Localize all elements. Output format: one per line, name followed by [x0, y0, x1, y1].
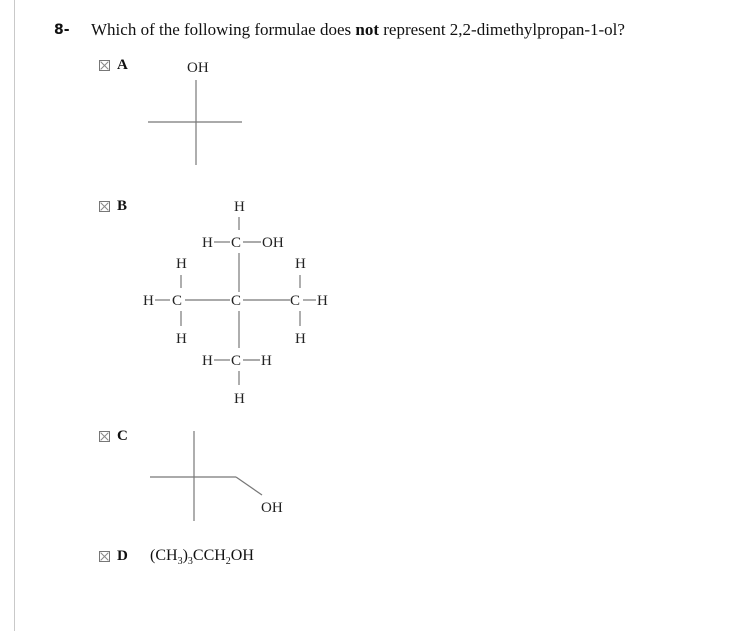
- option-c-ch2-bond: [236, 477, 262, 495]
- question-text: [91, 20, 625, 40]
- formula-part: (CH: [150, 547, 178, 564]
- atom-h: H: [202, 353, 213, 369]
- formula-part: OH: [230, 547, 254, 564]
- formula-subscript: 3: [187, 556, 193, 568]
- formula-subscript: 3: [177, 556, 183, 568]
- option-d-condensed-formula: [150, 547, 254, 567]
- formula-part: ): [182, 547, 188, 564]
- atom-h: H: [202, 235, 213, 251]
- option-b-letter: B: [117, 198, 128, 214]
- option-a-skeletal-structure: [140, 55, 260, 170]
- atom-c: C: [231, 353, 242, 369]
- crossed-checkbox-icon[interactable]: [99, 431, 110, 442]
- option-c-skeletal-structure: [140, 425, 310, 525]
- atom-h: H: [295, 256, 306, 272]
- atom-h: H: [317, 293, 328, 309]
- option-c[interactable]: [99, 428, 128, 445]
- atom-h: H: [176, 331, 187, 347]
- question-text-start: Which of the following formulae does: [91, 20, 356, 39]
- question-number: 8-: [54, 22, 70, 38]
- option-d-letter: D: [117, 548, 128, 564]
- atom-h: H: [143, 293, 154, 309]
- atom-h: H: [234, 391, 245, 407]
- option-a[interactable]: [99, 57, 128, 74]
- formula-part: CCH: [192, 547, 226, 564]
- option-c-letter: C: [117, 428, 128, 444]
- option-d[interactable]: [99, 548, 128, 565]
- question-text-emphasis: not: [355, 20, 379, 39]
- formula-subscript: 2: [225, 556, 231, 568]
- atom-h: H: [234, 199, 245, 215]
- crossed-checkbox-icon[interactable]: [99, 60, 110, 71]
- option-b-displayed-formula: [140, 195, 360, 410]
- atom-h: H: [176, 256, 187, 272]
- crossed-checkbox-icon[interactable]: [99, 201, 110, 212]
- crossed-checkbox-icon[interactable]: [99, 551, 110, 562]
- atom-h: H: [295, 331, 306, 347]
- atom-c: C: [290, 293, 301, 309]
- option-a-letter: A: [117, 57, 128, 73]
- atom-h: H: [261, 353, 272, 369]
- atom-oh: OH: [262, 235, 284, 251]
- option-b[interactable]: [99, 198, 127, 215]
- option-c-oh-label: OH: [261, 500, 283, 516]
- margin-rule: [14, 0, 15, 631]
- atom-c: C: [172, 293, 183, 309]
- question-text-end: represent 2,2-dimethylpropan-1-ol?: [379, 20, 625, 39]
- atom-c: C: [231, 293, 242, 309]
- option-a-oh-label: OH: [187, 60, 209, 76]
- atom-c: C: [231, 235, 242, 251]
